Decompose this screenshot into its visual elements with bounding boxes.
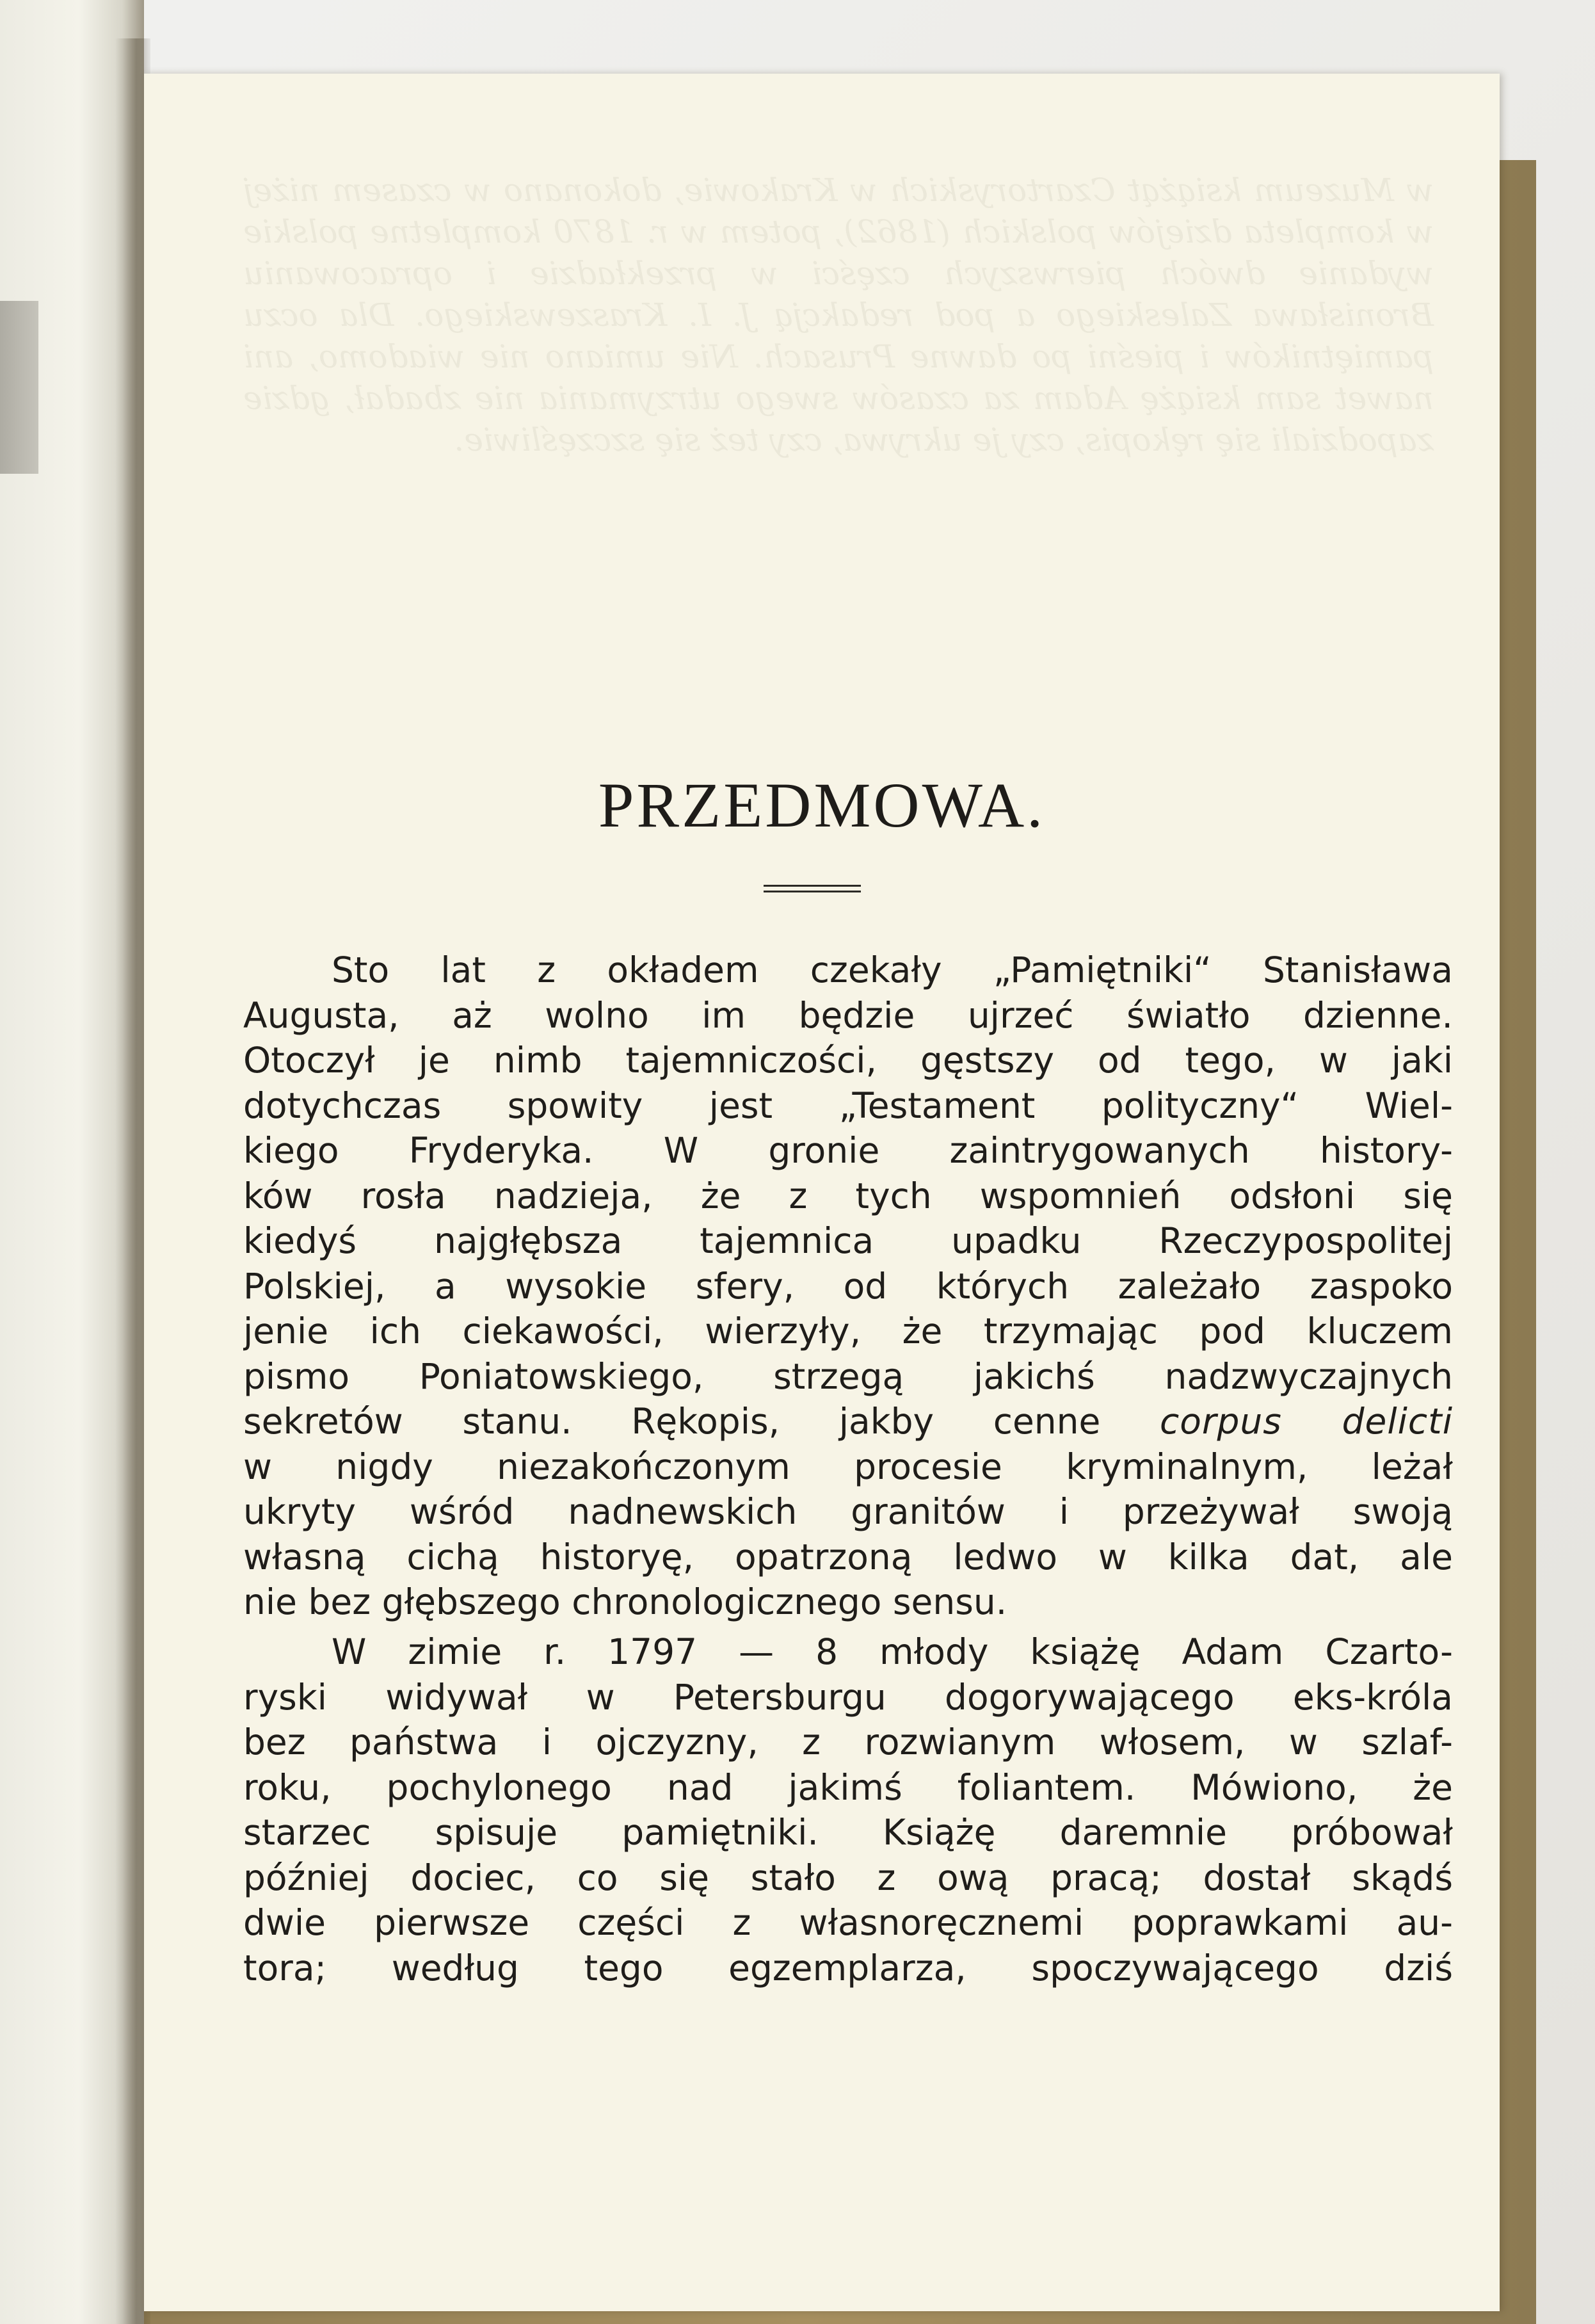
text-line: pismo Poniatowskiego, strzegą jakichś nadzwyczajnych	[243, 1355, 1453, 1397]
text-span: sekretów stanu. Rękopis, jakby cenne	[243, 1401, 1101, 1442]
text-line: Otoczył je nimb tajemniczości, gęstszy od tego, w jaki	[243, 1040, 1453, 1081]
right-page	[144, 74, 1500, 2311]
page-title: PRZEDMOWA.	[598, 770, 1046, 841]
text-line: kiego Fryderyka. W gronie zaintrygowanych history-	[243, 1130, 1453, 1171]
text-line: starzec spisuje pamiętniki. Książę daremnie próbował	[243, 1812, 1453, 1853]
text-line: w nigdy niezakończonym procesie kryminalnym, leżał	[243, 1446, 1453, 1487]
text-line: własną cichą historyę, opatrzoną ledwo w kilka dat, ale	[243, 1536, 1453, 1578]
text-line: jenie ich ciekawości, wierzyły, że trzymając pod kluczem	[243, 1311, 1453, 1352]
title-double-rule	[764, 885, 861, 892]
text-line: później dociec, co się stało z ową pracą; dostał skądś	[243, 1857, 1453, 1898]
text-line: dwie pierwsze części z własnoręcznemi poprawkami au-	[243, 1902, 1453, 1943]
text-line: Sto lat z okładem czekały „Pamiętniki“ Stanisława	[332, 949, 1453, 990]
text-line: ków rosła nadzieja, że z tych wspomnień odsłoni się	[243, 1175, 1453, 1216]
text-line: ukryty wśród nadnewskich granitów i przeżywał swoją	[243, 1491, 1453, 1532]
text-line: ryski widywał w Petersburgu dogorywającego eks-króla	[243, 1676, 1453, 1718]
italic-phrase: corpus delicti	[1160, 1401, 1453, 1442]
text-line: nie bez głębszego chronologicznego sensu.	[243, 1581, 1007, 1622]
left-page-print-mark	[0, 301, 38, 474]
text-line: Polskiej, a wysokie sfery, od których zależało zaspoko	[243, 1265, 1453, 1307]
text-line: bez państwa i ojczyzny, z rozwianym włosem, w szlaf-	[243, 1722, 1453, 1763]
show-through-text: w Muzeum książąt Czartoryskich w Krakowie, dokonano w czasem niżej w kompleta dziejów polskich (1862), potem w r. 1870 kompletne polskie wydanie dwóch pierwszych części w przekładzie i opracowaniu Bronisława Zaleskiego a pod redakcją J. I. Kraszewskiego. Dla oczu pamiętników i pieśni po dawne Prusach. Nie umiano nie wiadomo, ani nawet sam książę Adam za czasów swego utrzymania nie zbadał, gdzie zapodziali się rękopis, czy je ukrywa, czy też się szczęśliwie.	[243, 172, 1434, 458]
text-line: roku, pochylonego nad jakimś foliantem. Mówiono, że	[243, 1766, 1453, 1808]
text-line: Augusta, aż wolno im będzie ujrzeć światło dzienne.	[243, 994, 1453, 1036]
text-line: dotychczas spowity jest „Testament polityczny“ Wiel-	[243, 1085, 1453, 1126]
text-line	[243, 1399, 1453, 1444]
text-line: kiedyś najgłębsza tajemnica upadku Rzeczypospolitej	[243, 1220, 1453, 1261]
text-line: W zimie r. 1797 — 8 młody książę Adam Czarto-	[332, 1631, 1453, 1672]
body-text	[243, 948, 1453, 1990]
text-line: tora; według tego egzemplarza, spoczywającego dziś	[243, 1947, 1453, 1989]
